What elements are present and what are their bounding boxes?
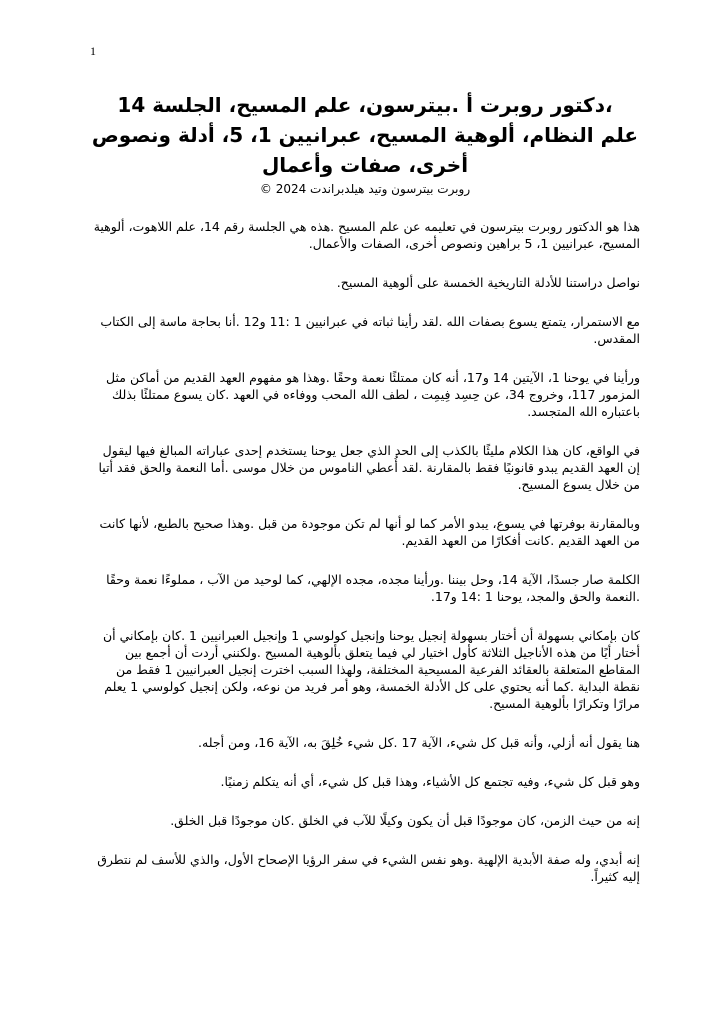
paragraph: الكلمة صار جسدًا، الآية 14، وحل بيننا .ورأينا مجده، مجده الإلهي، كما لوحيد من الآب ، مملوءًا نعمة وحقًا .النعمة والحق والمجد، يوحنا 1 :14 و17.: [106, 572, 640, 604]
paragraph: ورأينا في يوحنا 1، الآيتين 14 و17، أنه كان ممتلئًا نعمة وحقًا .وهذا هو مفهوم العهد القديم من أماكن مثل المزمور 117، وخروج 34، عن حِسِد فِيمِت ، لطف الله المحب ووفاءه في العهد .كان يسوع ممتلئًا بذلك باعتباره الله المتجسد.: [106, 370, 640, 419]
paragraph: إنه أبدي، وله صفة الأبدية الإلهية .وهو نفس الشيء في سفر الرؤيا الإصحاح الأول، والذي للأسف لم نتطرق إليه كثيراً.: [97, 852, 640, 884]
paragraph: مع الاستمرار، يتمتع يسوع بصفات الله .لقد رأينا ثباته في عبرانيين 1 :11 و12 .أنا بحاجة ماسة إلى الكتاب المقدس.: [100, 314, 640, 346]
title-line-1: ،دكتور روبرت أ .بيترسون، علم المسيح، الجلسة 14: [117, 93, 613, 117]
document-body: [90, 90, 640, 907]
title-line-2: علم النظام، ألوهية المسيح، عبرانيين 1، 5، أدلة ونصوص: [91, 123, 639, 147]
paragraph: كان بإمكاني بسهولة أن أختار بسهولة إنجيل يوحنا وإنجيل كولوسي 1 وإنجيل العبرانيين 1 .كان بإمكاني أن أختار أيًا من هذه الأناجيل الثلاثة كأول اختيار لي فيما يتعلق بألوهية المسيح .ولكنني أردت أن أجمع بين المقاطع المتعلقة بالعقائد الفرعية المسيحية المختلفة، ولهذا السبب اخترت إنجيل العبرانيين 1 فقط من نقطة البداية .كما أنه يحتوي على كل الأدلة الخمسة، وهو أمر فريد من نوعه، ولكن إنجيل كولوسي 1 يعلم مرارًا وتكرارًا بألوهية المسيح.: [102, 628, 640, 711]
paragraph: هذا هو الدكتور روبرت بيترسون في تعليمه عن علم المسيح .هذه هي الجلسة رقم 14، علم اللاهوت، ألوهية المسيح، عبرانيين 1، 5 براهين ونصوص أخرى، الصفات والأعمال.: [93, 219, 640, 251]
paragraph: هنا يقول أنه أزلي، وأنه قبل كل شيء، الآية 17 .كل شيء خُلِقَ به، الآية 16، ومن أجله.: [198, 735, 640, 750]
page-number: 1: [90, 44, 96, 58]
paragraph: إنه من حيث الزمن، كان موجودًا قبل أن يكون وكيلًا للآب في الخلق .كان موجودًا قبل الخلق.: [170, 813, 640, 828]
title-line-3: أخرى، صفات وأعمال: [261, 153, 469, 177]
copyright-line: روبرت بيترسون وتيد هيلدبراندت 2024 ©: [259, 182, 471, 196]
paragraph: وهو قبل كل شيء، وفيه تجتمع كل الأشياء، وهذا قبل كل شيء، أي أنه يتكلم زمنيًا.: [220, 774, 640, 789]
document-title: [90, 90, 640, 180]
paragraph: في الواقع، كان هذا الكلام مليئًا بالكذب إلى الحد الذي جعل يوحنا يستخدم إحدى عباراته المبالغ فيها ليقول إن العهد القديم يبدو قانونيًا فقط بالمقارنة .لقد أُعطي الناموس من خلال موسى .أما النعمة والحق فقد أتيا من خلال يسوع المسيح.: [98, 443, 640, 492]
paragraph: نواصل دراستنا للأدلة التاريخية الخمسة على ألوهية المسيح.: [336, 275, 640, 290]
paragraph: وبالمقارنة بوفرتها في يسوع، يبدو الأمر كما لو أنها لم تكن موجودة من قبل .وهذا صحيح بالطبع، لأنها كانت من العهد القديم .كانت أفكارًا من العهد القديم.: [99, 516, 640, 548]
